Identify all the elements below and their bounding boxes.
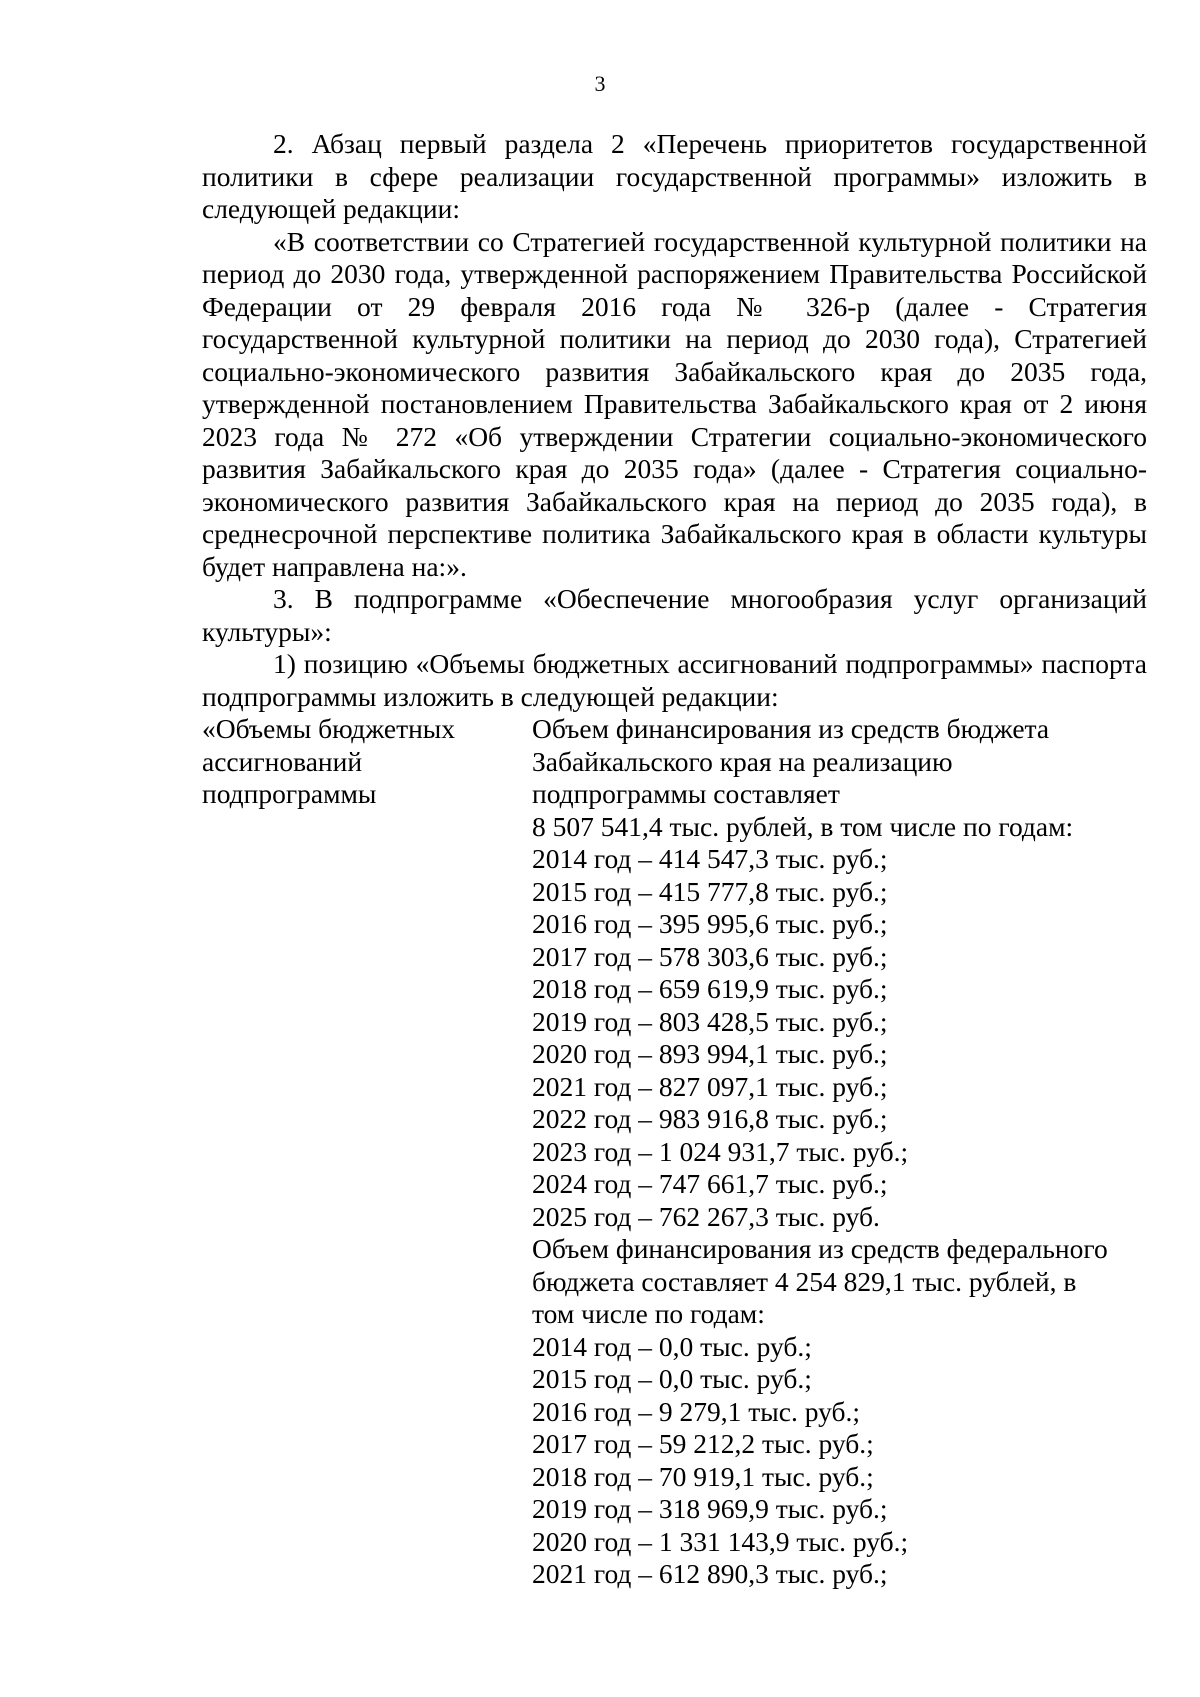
regional-intro-line: 8 507 541,4 тыс. рублей, в том числе по годам:: [532, 810, 1074, 842]
regional-year-line: 2023 год – 1 024 931,7 тыс. руб.;: [532, 1135, 909, 1167]
regional-intro-line: подпрограммы составляет: [532, 778, 840, 809]
budget-table-label: [202, 713, 532, 1591]
federal-year-line: 2020 год – 1 331 143,9 тыс. руб.;: [532, 1525, 909, 1557]
regional-year-line: 2021 год – 827 097,1 тыс. руб.;: [532, 1070, 888, 1102]
federal-year-line: 2016 год – 9 279,1 тыс. руб.;: [532, 1395, 861, 1427]
page-number: 3: [594, 71, 606, 96]
federal-year-line: 2014 год – 0,0 тыс. руб.;: [532, 1330, 812, 1362]
regional-year-line: 2020 год – 893 994,1 тыс. руб.;: [532, 1038, 888, 1069]
federal-year-line: 2021 год – 612 890,3 тыс. руб.;: [532, 1558, 888, 1589]
federal-year-line: 2018 год – 70 919,1 тыс. руб.;: [532, 1460, 874, 1492]
regional-year-line: 2025 год – 762 267,3 тыс. руб.: [532, 1200, 880, 1232]
label-line: подпрограммы: [202, 778, 377, 809]
document-body: [202, 128, 1147, 1591]
federal-intro-line: Объем финансирования из средств федерального: [532, 1233, 1108, 1264]
paragraph-amendment-3: 3. В подпрограмме «Обеспечение многообразия услуг организаций культуры»:: [202, 583, 1147, 647]
regional-year-line: 2018 год – 659 619,9 тыс. руб.;: [532, 973, 888, 1004]
label-line: «Объемы бюджетных: [202, 713, 456, 744]
regional-year-line: 2014 год – 414 547,3 тыс. руб.;: [532, 843, 888, 874]
federal-year-line: 2017 год – 59 212,2 тыс. руб.;: [532, 1428, 874, 1459]
budget-table-value: [532, 713, 1147, 1591]
regional-year-line: 2016 год – 395 995,6 тыс. руб.;: [532, 908, 888, 939]
budget-table-row: [202, 713, 1147, 1591]
regional-year-line: 2017 год – 578 303,6 тыс. руб.;: [532, 940, 888, 972]
label-line: ассигнований: [202, 745, 363, 777]
federal-year-line: 2019 год – 318 969,9 тыс. руб.;: [532, 1493, 888, 1524]
paragraph-amendment-2: 2. Абзац первый раздела 2 «Перечень приоритетов государственной политики в сфере реализации государственной программы» изложить в следующей редакции:: [202, 128, 1147, 224]
federal-year-line: 2015 год – 0,0 тыс. руб.;: [532, 1363, 812, 1394]
regional-intro-line: Объем финансирования из средств бюджета: [532, 713, 1050, 744]
regional-year-line: 2022 год – 983 916,8 тыс. руб.;: [532, 1103, 888, 1134]
federal-intro-line: том числе по годам:: [532, 1298, 765, 1329]
regional-intro-line: Забайкальского края на реализацию: [532, 745, 953, 777]
regional-year-line: 2015 год – 415 777,8 тыс. руб.;: [532, 875, 888, 907]
regional-year-line: 2019 год – 803 428,5 тыс. руб.;: [532, 1005, 888, 1037]
regional-year-line: 2024 год – 747 661,7 тыс. руб.;: [532, 1168, 888, 1199]
federal-intro-line: бюджета составляет 4 254 829,1 тыс. рублей, в: [532, 1265, 1077, 1297]
paragraph-quoted-strategy: «В соответствии со Стратегией государственной культурной политики на период до 2030 года, утвержденной распоряжением Правительства Российской Федерации от 29 февраля 2016 года № 326-р (далее - Стратегия государственной культурной политики на период до 2030 года), Стратегией социально-экономического развития Забайкальского края до 2035 года, утвержденной постановлением Правительства Забайкальского края от 2 июня 2023 года № 272 «Об утверждении Стратегии социально-экономического развития Забайкальского края до 2035 года» (далее - Стратегия социально-экономического развития Забайкальского края на период до 2035 года), в среднесрочной перспективе политика Забайкальского края в области культуры будет направлена на:».: [202, 225, 1147, 582]
paragraph-position-1: 1) позицию «Объемы бюджетных ассигнований подпрограммы» паспорта подпрограммы изложить в следующей редакции:: [202, 648, 1147, 712]
